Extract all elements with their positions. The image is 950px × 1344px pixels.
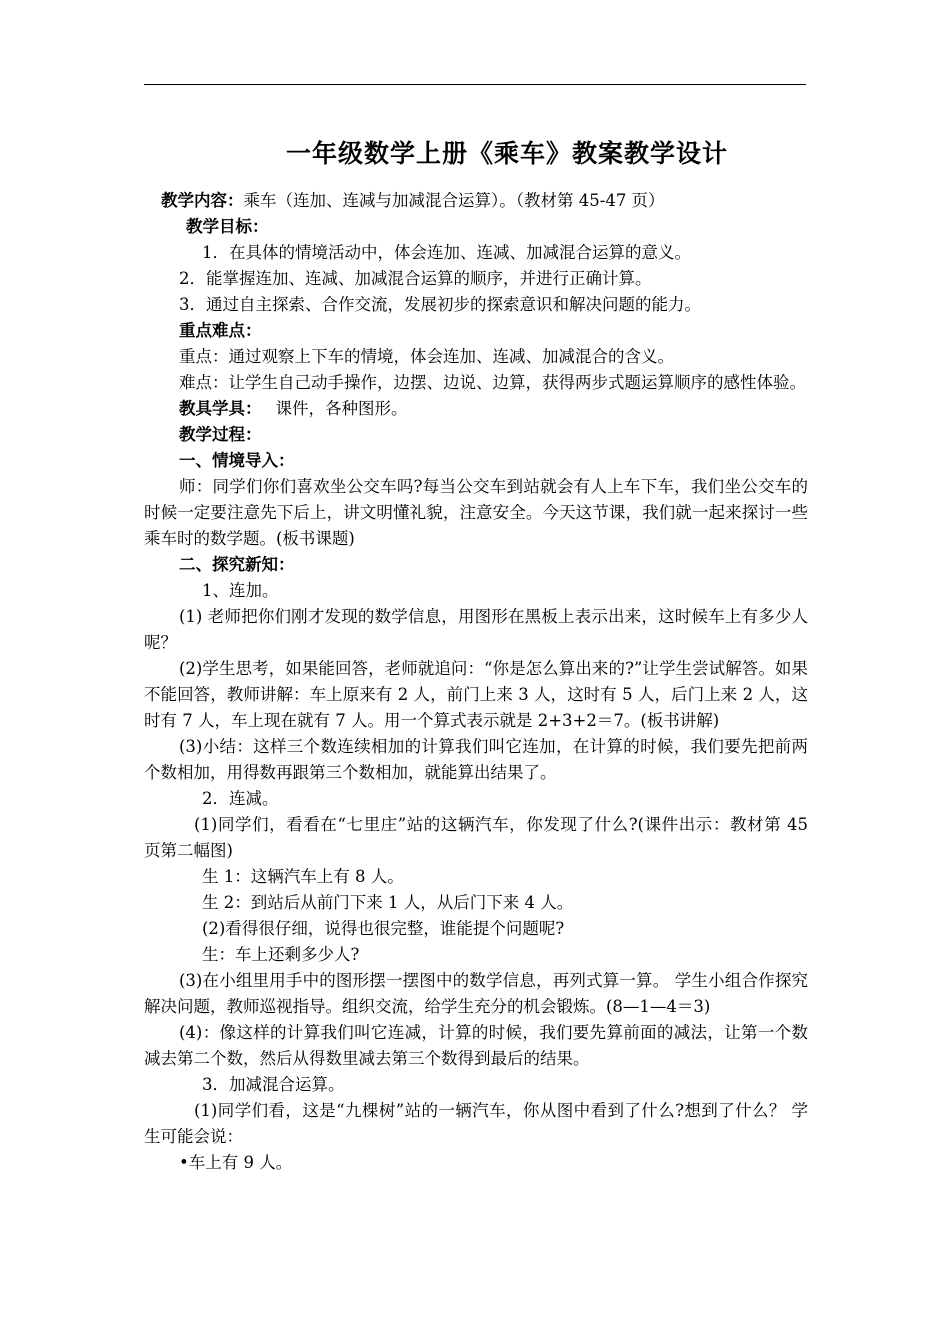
part3-p1: (1)同学们看，这是“九棵树”站的一辆汽车，你从图中看到了什么?想到了什么？ 学生可能会说： (144, 1101, 808, 1146)
part2-title: 2．连减。 (202, 789, 279, 808)
part3-bullet-1: •车上有 9 人。 (179, 1153, 293, 1172)
goal-item-3: 3．通过自主探索、合作交流，发展初步的探索意识和解决问题的能力。 (179, 295, 701, 314)
part2-p2: (2)看得很仔细，说得也很完整，谁能提个问题呢? (202, 919, 565, 938)
goal-item-1: 1．在具体的情境活动中，体会连加、连减、加减混合运算的意义。 (202, 243, 691, 262)
tools-label: 教具学具： (179, 399, 262, 418)
part1-p2: (2)学生思考，如果能回答，老师就追问：“你是怎么算出来的?”让学生尝试解答。如果不能回答，教师讲解：车上原来有 2 人，前门上来 3 人，这时有 5 人，后门上来 2 人，这时有 7 人，车上现在就有 7 人。用一个算式表示就是 2+3+2＝7。(板书讲解) (144, 659, 808, 730)
part2-s1: 生 1：这辆汽车上有 8 人。 (202, 867, 404, 886)
keypoints-heading: 重点难点： (179, 321, 262, 340)
part2-s3: 生：车上还剩多少人? (202, 945, 360, 964)
header-rule (144, 84, 806, 85)
document-body (144, 188, 808, 1176)
part2-p1: (1)同学们，看看在“七里庄”站的这辆汽车，你发现了什么?(课件出示：教材第 45 页第二幅图) (144, 815, 808, 860)
section1-text: 师：同学们你们喜欢坐公交车吗?每当公交车到站就会有人上车下车，我们坐公交车的时候一定要注意先下后上，讲文明懂礼貌，注意安全。今天这节课，我们就一起来探讨一些乘车时的数学题。(板书课题) (144, 477, 808, 548)
section1-heading: 一、情境导入： (179, 451, 295, 470)
tools (144, 396, 808, 422)
part3-title: 3．加减混合运算。 (202, 1075, 345, 1094)
goals-heading: 教学目标： (186, 217, 269, 236)
tools-text: 课件，各种图形。 (275, 399, 408, 418)
keypoint-difficult: 难点：让学生自己动手操作，边摆、边说、边算，获得两步式题运算顺序的感性体验。 (179, 373, 806, 392)
part1-p1: (1) 老师把你们刚才发现的数学信息，用图形在黑板上表示出来，这时候车上有多少人呢？ (144, 607, 808, 652)
teaching-content-label: 教学内容： (161, 191, 244, 210)
part2-s2: 生 2：到站后从前门下来 1 人，从后门下来 4 人。 (202, 893, 574, 912)
document-title: 一年级数学上册《乘车》教案教学设计 (285, 139, 728, 168)
part1-title: 1、连加。 (202, 581, 279, 600)
section2-heading: 二、探究新知： (179, 555, 295, 574)
part2-p4: (4)：像这样的计算我们叫它连减，计算的时候，我们要先算前面的减法，让第一个数减去第二个数，然后从得数里减去第三个数得到最后的结果。 (144, 1023, 808, 1068)
teaching-content-text: 乘车（连加、连减与加减混合运算）。（教材第 45-47 页） (243, 191, 665, 210)
part2-p3: (3)在小组里用手中的图形摆一摆图中的数学信息，再列式算一算。 学生小组合作探究解决问题，教师巡视指导。组织交流，给学生充分的机会锻炼。(8—1—4＝3) (144, 971, 808, 1016)
teaching-content (144, 188, 808, 214)
goal-item-2: 2．能掌握连加、连减、加减混合运算的顺序，并进行正确计算。 (179, 269, 652, 288)
keypoint-key: 重点：通过观察上下车的情境，体会连加、连减、加减混合的含义。 (179, 347, 674, 366)
part1-p3: (3)小结：这样三个数连续相加的计算我们叫它连加，在计算的时候，我们要先把前两个数相加，用得数再跟第三个数相加，就能算出结果了。 (144, 737, 808, 782)
process-heading: 教学过程： (179, 425, 262, 444)
